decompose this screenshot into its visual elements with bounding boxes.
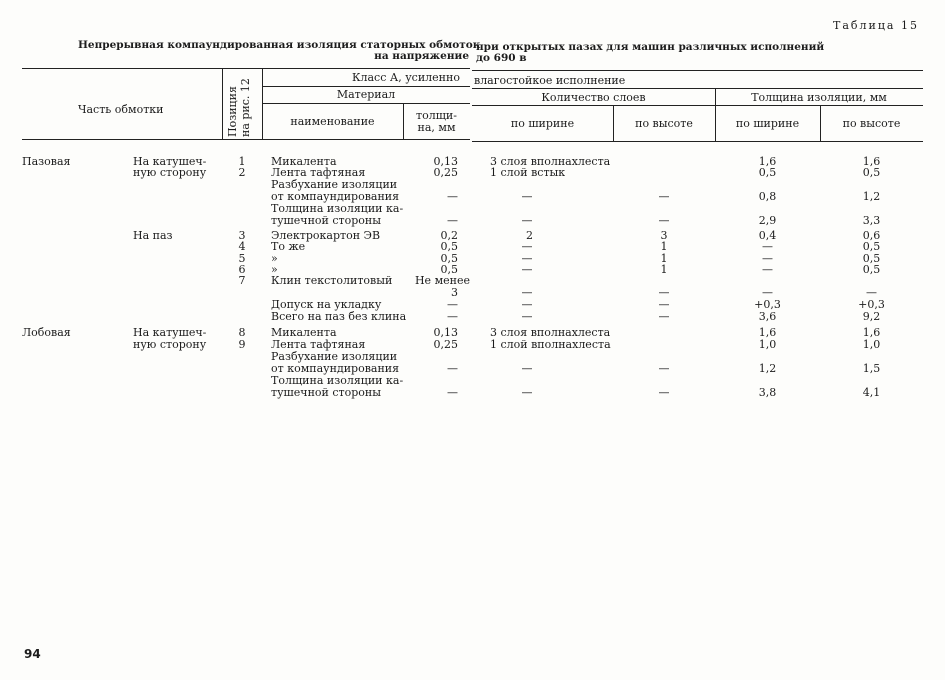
cell-ins-height: —	[866, 286, 877, 299]
cell-ins-height: 0,5	[862, 240, 881, 253]
cell-layers-height: —	[658, 386, 670, 399]
vline-pos	[262, 68, 263, 139]
cell-thickness: —	[447, 214, 458, 227]
cell-material-name: Лента тафтяная	[271, 166, 366, 179]
cell-thickness: —	[447, 362, 458, 375]
cell-layers-width: 3 слоя вполнахлеста	[490, 326, 611, 339]
cell-layers-width: —	[521, 263, 533, 276]
cell-thickness: —	[447, 298, 458, 311]
cell-part: Лобовая	[22, 326, 71, 339]
cell-position: 8	[238, 326, 246, 339]
cell-position: 4	[238, 240, 246, 253]
cell-layers-width: —	[521, 298, 533, 311]
header-layers: Количество слоев	[541, 91, 646, 104]
cell-layers-width: 3 слоя вполнахлеста	[490, 155, 611, 168]
cell-ins-width: 1,2	[758, 362, 777, 375]
cell-ins-width: 0,5	[758, 166, 777, 179]
cell-subpart: На паз	[133, 229, 173, 242]
cell-thickness: —	[447, 190, 458, 203]
rule-header-bottom-right	[472, 141, 923, 142]
cell-material-name: от компаундирования	[271, 362, 400, 375]
cell-position: 3	[238, 229, 246, 242]
title-part2b: до 690 в	[476, 52, 527, 64]
header-class: Класс А, усиленно	[352, 71, 460, 84]
cell-position: 6	[238, 263, 246, 276]
rule-header-bottom-left	[22, 139, 470, 140]
cell-layers-width: —	[521, 286, 533, 299]
cell-layers-width: —	[521, 190, 533, 203]
cell-ins-height: +0,3	[858, 298, 885, 311]
cell-ins-height: 4,1	[862, 386, 881, 399]
cell-material-name: Разбухание изоляции	[271, 178, 398, 191]
cell-position: 7	[238, 274, 246, 287]
cell-material-name: »	[271, 252, 278, 265]
cell-ins-height: 9,2	[862, 310, 881, 323]
cell-layers-height: 1	[660, 252, 668, 265]
cell-layers-height: 1	[660, 263, 668, 276]
cell-material-name: Допуск на укладку	[271, 298, 382, 311]
cell-ins-width: —	[762, 286, 773, 299]
cell-material-name: Микалента	[271, 326, 337, 339]
cell-ins-width: 2,9	[758, 214, 777, 227]
cell-subpart: На катушеч-	[133, 155, 207, 168]
cell-layers-height: 1	[660, 240, 668, 253]
cell-ins-width: —	[762, 240, 773, 253]
cell-thickness: 0,5	[440, 252, 458, 265]
cell-ins-height: 1,2	[862, 190, 881, 203]
cell-layers-width: 1 слой вполнахлеста	[490, 338, 611, 351]
cell-position: 5	[238, 252, 246, 265]
cell-thickness: 0,13	[433, 326, 458, 339]
cell-ins-width: 0,8	[758, 190, 777, 203]
header-height: по высоте	[635, 117, 693, 130]
cell-subpart: На катушеч-	[133, 326, 207, 339]
rule-class-right	[472, 88, 923, 89]
cell-material-name: »	[271, 263, 278, 276]
cell-material-name: от компаундирования	[271, 190, 400, 203]
cell-layers-height: 3	[660, 229, 668, 242]
cell-ins-height: 0,6	[862, 229, 881, 242]
cell-material-name: Лента тафтяная	[271, 338, 366, 351]
cell-material-name: Электрокартон ЭВ	[271, 229, 381, 242]
cell-layers-width: —	[521, 240, 533, 253]
cell-ins-height: 1,5	[862, 362, 881, 375]
cell-subpart: ную сторону	[133, 166, 207, 179]
cell-ins-width: 1,6	[758, 326, 777, 339]
table-top-rule-left	[22, 68, 470, 69]
cell-layers-width: 2	[526, 229, 533, 242]
cell-thickness: 0,13	[433, 155, 458, 168]
cell-thickness: Не менее	[414, 274, 470, 287]
rule-layers	[472, 105, 923, 106]
cell-ins-height: 0,5	[862, 252, 881, 265]
cell-ins-height: 3,3	[862, 214, 881, 227]
cell-thickness: —	[447, 386, 458, 399]
title-part1b: на напряжение	[374, 50, 469, 62]
cell-layers-width: 1 слой встык	[490, 166, 566, 179]
cell-ins-width: —	[762, 252, 773, 265]
cell-ins-height: 0,5	[862, 263, 881, 276]
cell-material-name: Всего на паз без клина	[271, 310, 407, 323]
cell-ins-height: 1,0	[862, 338, 881, 351]
rule-material	[262, 103, 470, 104]
table-label: Таблица 15	[833, 19, 919, 32]
cell-ins-width: 0,4	[758, 229, 777, 242]
cell-subpart: ную сторону	[133, 338, 207, 351]
cell-thickness: 3	[451, 286, 458, 299]
title-part1: Непрерывная компаундированная изоляция статорных обмоток	[78, 39, 481, 51]
cell-ins-width: 3,8	[758, 386, 777, 399]
header-position-l2: на рис. 12	[239, 78, 252, 137]
cell-material-name: тушечной стороны	[271, 214, 381, 227]
cell-material-name: Клин текстолитовый	[271, 274, 393, 287]
cell-layers-height: —	[658, 298, 670, 311]
cell-layers-width: —	[521, 386, 533, 399]
cell-part: Пазовая	[22, 155, 71, 168]
cell-layers-height: —	[658, 362, 670, 375]
cell-ins-width: +0,3	[754, 298, 781, 311]
cell-thickness: 0,25	[433, 166, 458, 179]
header-width2: по ширине	[735, 117, 800, 130]
cell-ins-width: 3,6	[758, 310, 777, 323]
cell-layers-height: —	[658, 190, 670, 203]
cell-ins-height: 0,5	[862, 166, 881, 179]
cell-thickness: 0,5	[440, 240, 458, 253]
cell-material-name: Толщина изоляции ка-	[271, 374, 404, 387]
table-top-rule-right	[472, 70, 923, 71]
cell-layers-width: —	[521, 362, 533, 375]
cell-material-name: Разбухание изоляции	[271, 350, 398, 363]
cell-thickness: 0,2	[440, 229, 458, 242]
cell-position: 1	[238, 155, 246, 168]
header-insulation: Толщина изоляции, мм	[751, 91, 887, 104]
rule-class	[262, 86, 470, 87]
cell-material-name: Микалента	[271, 155, 337, 168]
title-part2: при открытых пазах для машин различных исполнений	[476, 41, 825, 53]
header-thick-l2: на, мм	[417, 121, 456, 134]
cell-ins-height: 1,6	[862, 326, 881, 339]
cell-thickness: 0,5	[440, 263, 458, 276]
header-class-cont: влагостойкое исполнение	[474, 74, 626, 87]
header-position-l1: Позиция	[226, 86, 239, 137]
header-part: Часть обмотки	[78, 103, 164, 116]
cell-layers-width: —	[521, 252, 533, 265]
cell-layers-height: —	[658, 310, 670, 323]
cell-ins-width: —	[762, 263, 773, 276]
cell-layers-height: —	[658, 214, 670, 227]
cell-layers-width: —	[521, 214, 533, 227]
header-width: по ширине	[510, 117, 575, 130]
cell-material-name: Толщина изоляции ка-	[271, 202, 404, 215]
cell-position: 9	[238, 338, 246, 351]
cell-ins-width: 1,6	[758, 155, 777, 168]
vline-part	[222, 68, 223, 139]
cell-layers-height: —	[658, 286, 670, 299]
header-name: наименование	[290, 115, 375, 128]
cell-material-name: То же	[271, 240, 306, 253]
cell-position: 2	[238, 166, 246, 179]
cell-thickness: 0,25	[433, 338, 458, 351]
cell-layers-width: —	[521, 310, 533, 323]
cell-thickness: —	[447, 310, 458, 323]
header-height2: по высоте	[842, 117, 901, 130]
page-number: 94	[24, 647, 41, 661]
cell-material-name: тушечной стороны	[271, 386, 381, 399]
header-material: Материал	[336, 88, 396, 101]
cell-ins-height: 1,6	[862, 155, 881, 168]
cell-ins-width: 1,0	[758, 338, 777, 351]
header-thick-l1: толщи-	[416, 109, 457, 122]
